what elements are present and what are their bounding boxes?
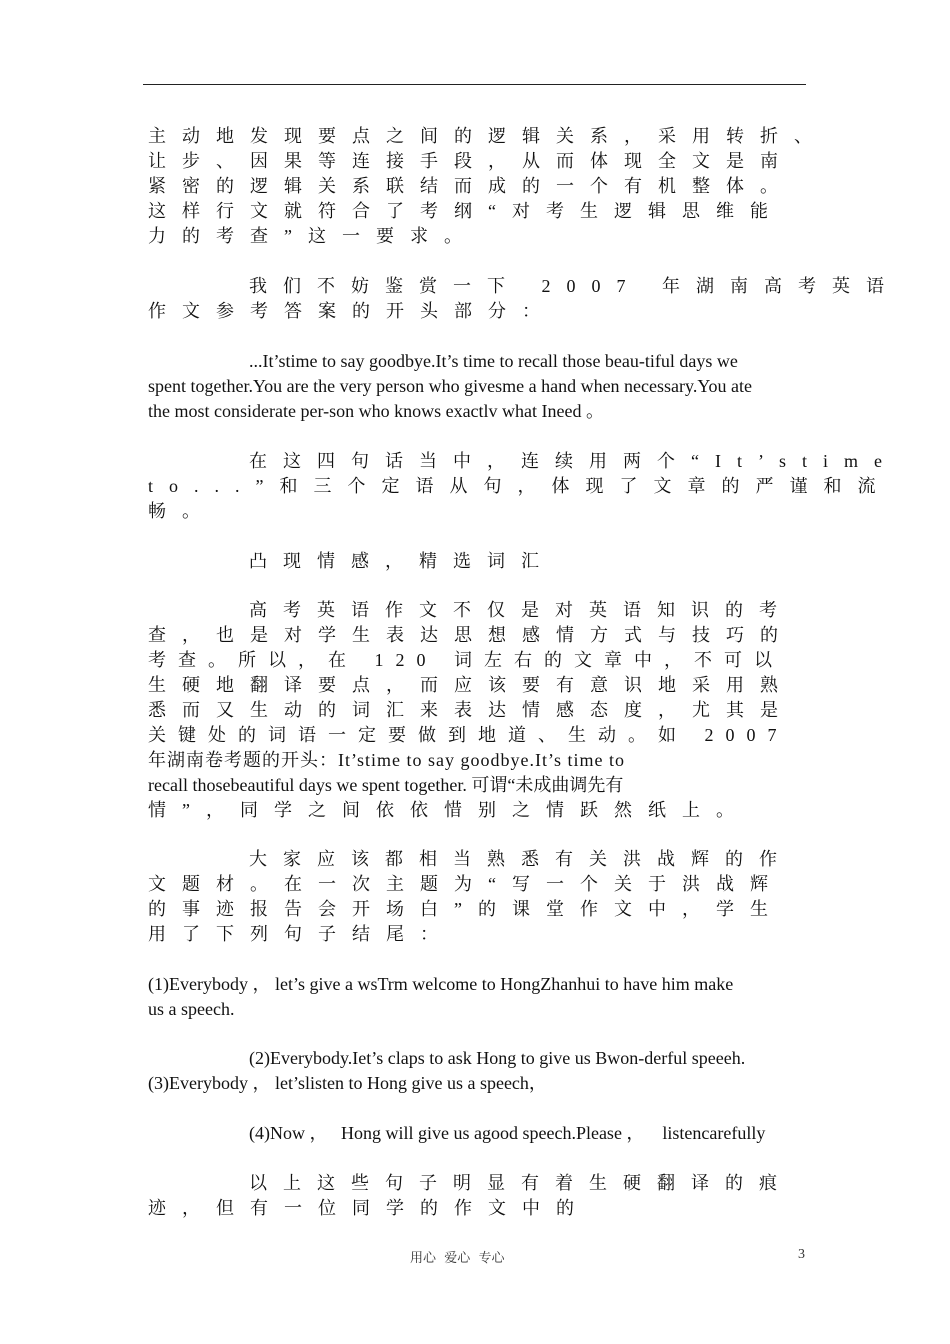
header-rule [143, 84, 806, 85]
text-line: (1)Everybody ， let’s give a wsTrm welcome to HongZhanhui to have him make [148, 974, 734, 994]
text-line: 高考英语作文不仅是对英语知识的考 [249, 600, 793, 620]
text-line: 文题材。在一次主题为“写一个关于洪战辉 [148, 874, 784, 894]
text-line: 查，也是对学生表达思想感情方式与技巧的 [148, 625, 794, 645]
text-line: 关键处的词语一定要做到地道、生动。如 2007 [148, 725, 789, 745]
text-line: (4)Now ， Hong will give us agood speech.Please ， listencarefully [249, 1123, 766, 1143]
text-line: 悉而又生动的词汇来表达情感态度，尤其是 [148, 700, 794, 720]
text-line: 紧密的逻辑关系联结而成的一个有机整体。 [148, 176, 794, 196]
text-line: 生硬地翻译要点，而应该要有意识地采用熟 [148, 675, 794, 695]
text-line: 作文参考答案的开头部分： [148, 301, 556, 321]
text-line: 用了下列句子结尾： [148, 924, 454, 944]
text-line: 力的考查”这一要求。 [148, 226, 478, 246]
text-line: recall thosebeautiful days we spent together. 可谓“未成曲调先有 [148, 775, 624, 795]
text-line: 这样行文就符合了考纲“对考生逻辑思维能 [148, 201, 784, 221]
section-heading: 凸现情感，精选词汇 [249, 551, 555, 571]
text-line: 让步、因果等连接手段，从而体现全文是南 [148, 151, 794, 171]
text-line: 迹，但有一位同学的作文中的 [148, 1198, 590, 1218]
text-line: 以上这些句子明显有着生硬翻译的痕 [249, 1173, 793, 1193]
text-line: 考查。所以，在 120 词左右的文章中，不可以 [148, 650, 784, 670]
text-line: 主动地发现要点之间的逻辑关系，采用转折、 [148, 126, 828, 146]
text-line: spent together.You are the very person who givesme a hand when necessary.You ate [148, 376, 753, 396]
text-line: (3)Everybody ， let’slisten to Hong give us a speech， [148, 1073, 547, 1093]
text-line: 在这四句话当中，连续用两个“It’stime [249, 451, 898, 471]
text-line: ...It’stime to say goodbye.It’s time to recall those beau-tiful days we [249, 351, 738, 371]
text-line: us a speech. [148, 999, 235, 1019]
text-line: (2)Everybody.Iet’s claps to ask Hong to give us Bwon-derful speeeh. [249, 1048, 746, 1068]
text-line: to...”和三个定语从句，体现了文章的严谨和流 [148, 476, 892, 496]
footer-motto: 用心 爱心 专心 [410, 1251, 505, 1266]
text-line: 畅。 [148, 501, 216, 521]
text-line: 我们不妨鉴赏一下 2007 年湖南高考英语 [249, 276, 900, 296]
text-line: 年湖南卷考题的开头：It’stime to say goodbye.It’s time to [148, 750, 625, 770]
text-line: 的事迹报告会开场白”的课堂作文中，学生 [148, 899, 784, 919]
text-line: the most considerate per-son who knows exactlv what Ineed 。 [148, 401, 605, 421]
text-line: 大家应该都相当熟悉有关洪战辉的作 [249, 849, 793, 869]
page-number: 3 [798, 1247, 805, 1262]
text-line: 情”，同学之间依依惜别之情跃然纸上。 [148, 800, 750, 820]
